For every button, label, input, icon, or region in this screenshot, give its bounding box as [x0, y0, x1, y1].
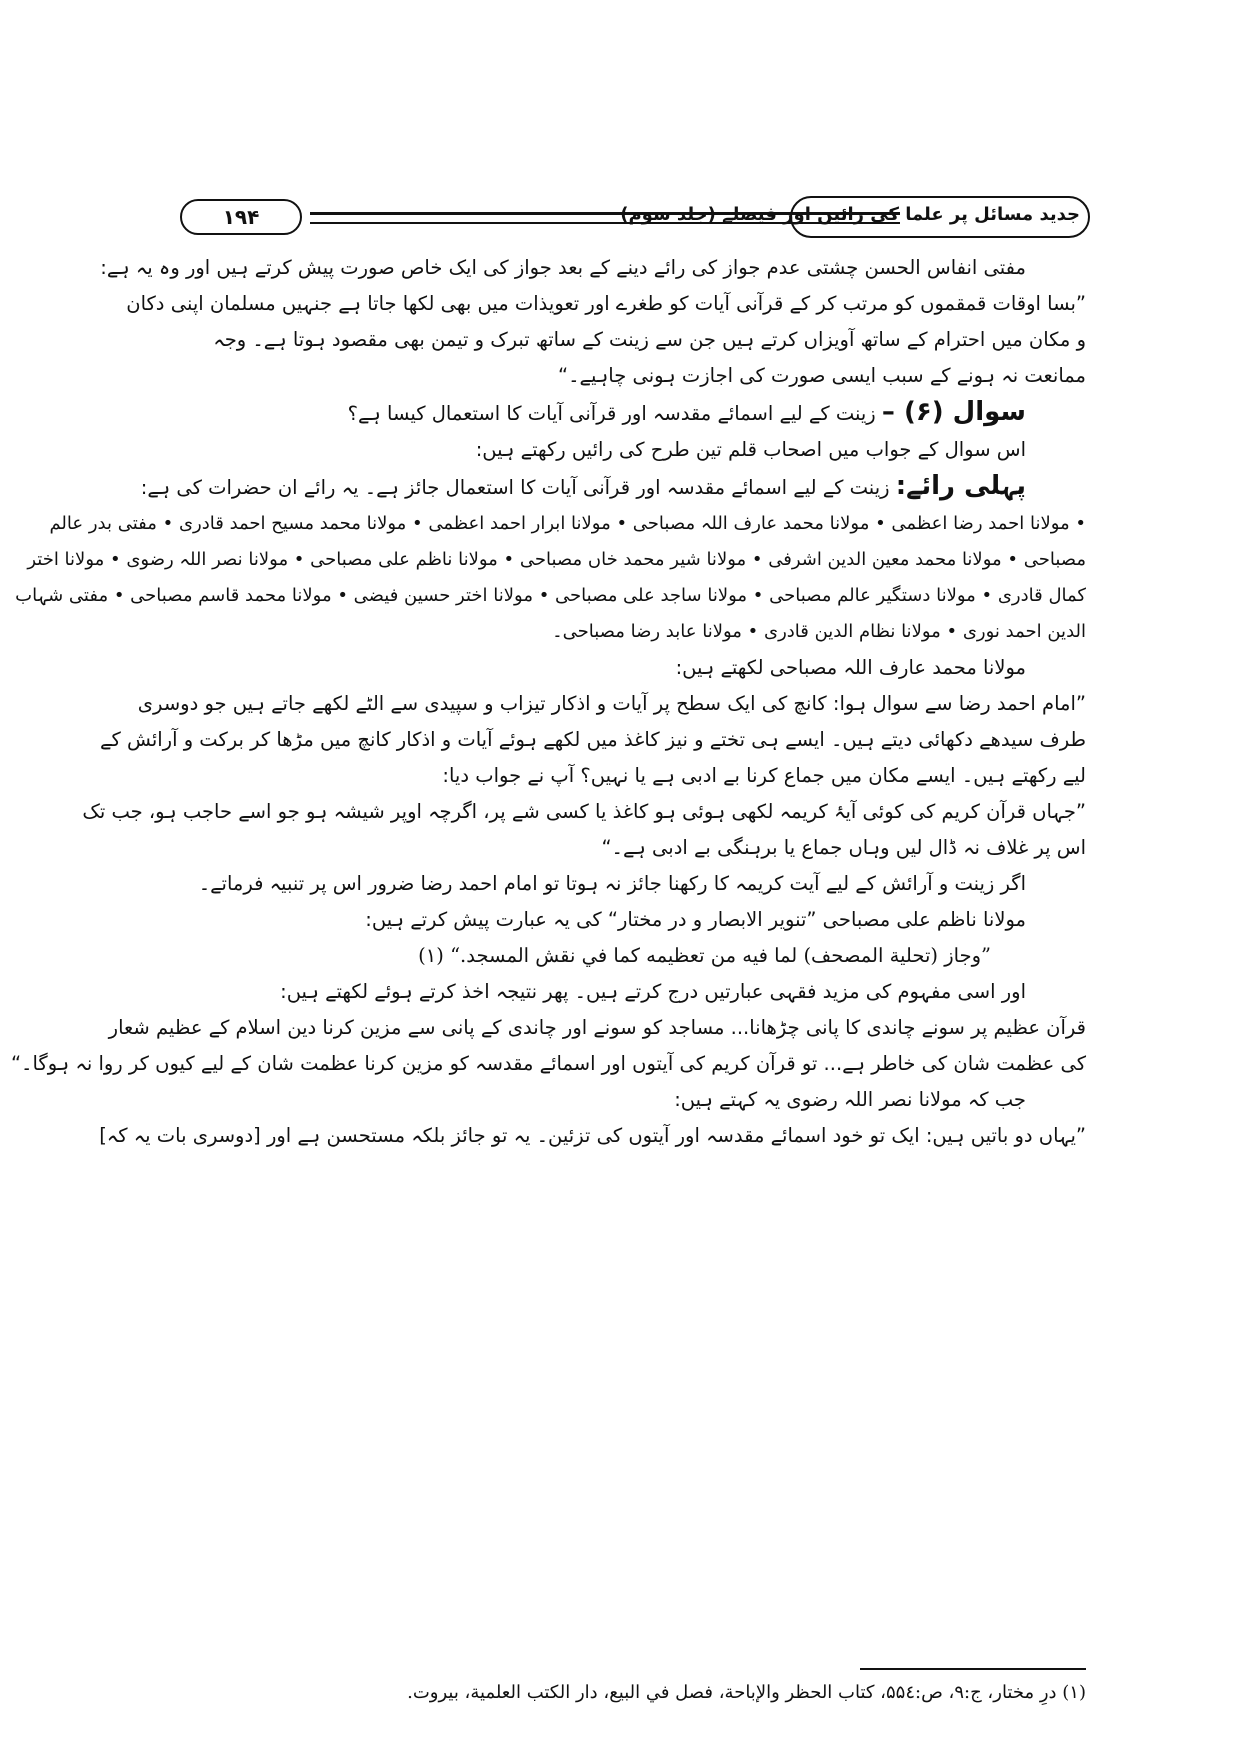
quote-line: قرآن عظیم پر سونے چاندی کا پانی چڑھانا... مساجد کو سونے اور چاندی کے پانی سے مزین کرنا دین اسلام کے عظیم شعار: [108, 1016, 1086, 1039]
scholar-list-line: مصباحی • مولانا محمد معین الدین اشرفی • مولانا شیر محمد خاں مصباحی • مولانا ناظم علی مصباحی • مولانا نصر اللہ رضوی • مولانا اختر: [27, 549, 1086, 570]
arabic-citation: ”وجاز (تحلية المصحف) لما فيه من تعظيمه كما في نقش المسجد.“ (۱): [418, 944, 991, 967]
paragraph: جب کہ مولانا نصر اللہ رضوی یہ کہتے ہیں:: [674, 1088, 1026, 1111]
quote-line: طرف سیدھے دکھائی دیتے ہیں۔ ایسے ہی تختے و نیز کاغذ میں لکھے ہوئے آیات و اذکار کانچ میں مڑھا کر برکت و آرائش کے: [100, 728, 1086, 751]
scholar-list-line: • مولانا احمد رضا اعظمی • مولانا محمد عارف اللہ مصباحی • مولانا ابرار احمد اعظمی • مولانا محمد مسیح احمد قادری • مفتی بدر عالم: [49, 513, 1086, 534]
page-number: ۱۹۴: [222, 205, 260, 229]
footnote-separator: [860, 1668, 1086, 1670]
question-line: [186, 394, 1086, 432]
question-text: زینت کے لیے اسمائے مقدسہ اور قرآنی آیات کا استعمال کیسا ہے؟: [347, 402, 876, 425]
paragraph: اگر زینت و آرائش کے لیے آیت کریمہ کا رکھنا جائز نہ ہوتا تو امام احمد رضا ضرور اس پر تنبیہ فرماتے۔: [198, 872, 1026, 895]
quote-line: ”یہاں دو باتیں ہیں: ایک تو خود اسمائے مقدسہ اور آیتوں کی تزئین۔ یہ تو جائز بلکہ مستحسن ہے اور [دوسری بات یہ کہ]: [99, 1124, 1086, 1147]
paragraph: اور اسی مفہوم کی مزید فقہی عبارتیں درج کرتے ہیں۔ پھر نتیجہ اخذ کرتے ہوئے لکھتے ہیں:: [280, 980, 1026, 1003]
opinion-label: پہلی رائے:: [895, 471, 1026, 501]
quote-line: و مکان میں احترام کے ساتھ آویزاں کرتے ہیں جن سے زینت کے ساتھ تبرک و تیمن بھی مقصود ہوتا ہے۔ وجہ: [213, 328, 1086, 351]
quote-line: اس پر غلاف نہ ڈال لیں وہاں جماع یا برہنگی بے ادبی ہے۔“: [601, 836, 1086, 859]
quote-line: ”جہاں قرآن کریم کی کوئی آیۂ کریمہ لکھی ہوئی ہو کاغذ یا کسی شے پر، اگرچہ اوپر شیشہ ہو جو اسے حاجب ہو، جب تک: [82, 800, 1086, 823]
opinion-text: زینت کے لیے اسمائے مقدسہ اور قرآنی آیات کا استعمال جائز ہے۔ یہ رائے ان حضرات کی ہے:: [140, 476, 890, 499]
quote-line: کی عظمت شان کی خاطر ہے... تو قرآن کریم کی آیتوں اور اسمائے مقدسہ کو مزین کرنا عظمت شان کے لیے کیوں کر روا نہ ہوگا۔“: [10, 1052, 1086, 1075]
scholar-list-line: کمال قادری • مولانا دستگیر عالم مصباحی • مولانا ساجد علی مصباحی • مولانا اختر حسین فیضی • مولانا محمد قاسم مصباحی • مفتی شہاب: [15, 585, 1086, 606]
quote-line: ”بسا اوقات قمقموں کو مرتب کر کے قرآنی آیات کو طغرے اور تعویذات میں بھی لکھا جاتا ہے جنہیں مسلمان اپنی دکان: [126, 292, 1086, 315]
paragraph: اس سوال کے جواب میں اصحاب قلم تین طرح کی رائیں رکھتے ہیں:: [475, 438, 1026, 461]
quote-line: لیے رکھتے ہیں۔ ایسے مکان میں جماع کرنا بے ادبی ہے یا نہیں؟ آپ نے جواب دیا:: [442, 764, 1086, 787]
page-number-frame: [180, 199, 302, 235]
question-label: سوال (۶) –: [881, 397, 1026, 427]
paragraph: مولانا محمد عارف اللہ مصباحی لکھتے ہیں:: [675, 656, 1026, 679]
opinion-line: [140, 468, 1086, 506]
book-title-frame: [620, 196, 1090, 238]
scholar-list-line: الدین احمد نوری • مولانا نظام الدین قادری • مولانا عابد رضا مصباحی۔: [552, 621, 1086, 642]
paragraph-intro: مفتی انفاس الحسن چشتی عدم جواز کی رائے دینے کے بعد جواز کی ایک خاص صورت پیش کرتے ہیں اور وہ یہ ہے:: [100, 256, 1026, 279]
page-body: [10, 250, 1086, 1154]
paragraph: مولانا ناظم علی مصباحی ”تنویر الابصار و در مختار“ کی یہ عبارت پیش کرتے ہیں:: [365, 908, 1026, 931]
page-header: [180, 196, 1090, 244]
book-title: جدید مسائل پر علما کی رائیں اور فیصلے (جلد سوم): [620, 204, 1080, 225]
quote-line: ”امام احمد رضا سے سوال ہوا: کانچ کی ایک سطح پر آیات و اذکار تیزاب و سپیدی سے الٹے لکھے جاتے ہیں جو دوسری: [137, 692, 1086, 715]
footnote: (۱) درِ مختار، ج:۹، ص:۵۵٤، كتاب الحظر والإباحة، فصل في البيع، دار الكتب العلمية، بيروت.: [407, 1682, 1086, 1703]
quote-line: ممانعت نہ ہونے کے سبب ایسی صورت کی اجازت ہونی چاہیے۔“: [558, 364, 1086, 387]
